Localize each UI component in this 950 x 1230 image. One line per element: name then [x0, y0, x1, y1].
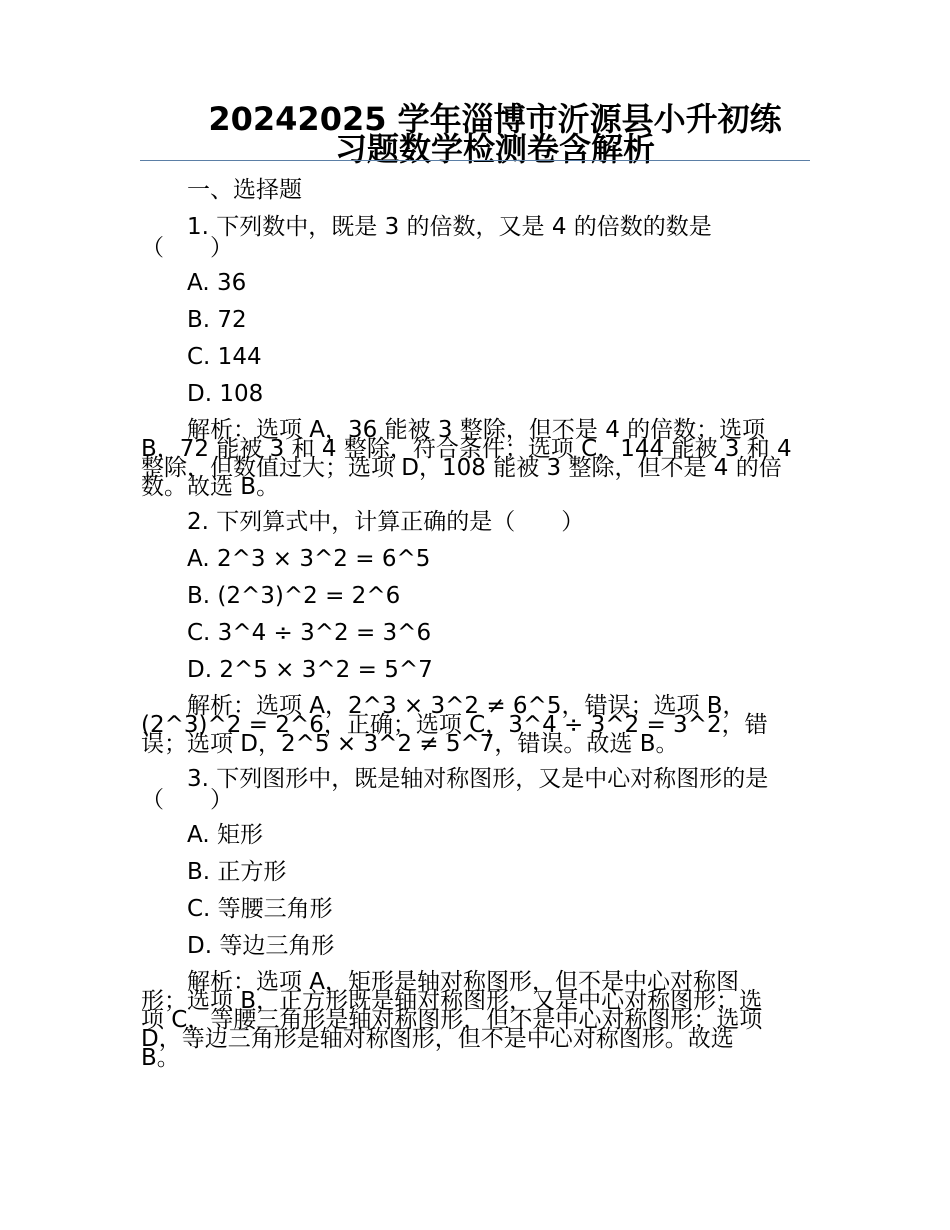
- question-3-option-a: [141, 823, 813, 847]
- analysis-line: B。: [141, 1045, 180, 1071]
- section-heading: [141, 178, 813, 202]
- question-2-stem-line-1: 2. 下列算式中，计算正确的是（ ）: [187, 509, 585, 535]
- question-1-stem: [141, 215, 813, 259]
- analysis-line: 项 C，等腰三角形是轴对称图形，但不是中心对称图形；选项: [141, 1007, 763, 1033]
- option-text: D. 108: [187, 381, 264, 407]
- question-3-option-d: [141, 934, 813, 958]
- option-text: C. 等腰三角形: [187, 896, 333, 922]
- analysis-line: D，等边三角形是轴对称图形，但不是中心对称图形。故选: [141, 1026, 734, 1052]
- title-underline: [140, 160, 810, 161]
- question-1-option-b: [141, 308, 813, 332]
- analysis-line: 数。故选 B。: [141, 474, 280, 500]
- option-text: B. 72: [187, 307, 247, 333]
- analysis-line: (2^3)^2 = 2^6，正确；选项 C，3^4 ÷ 3^2 = 3^2，错: [141, 712, 768, 738]
- option-text: B. 正方形: [187, 859, 287, 885]
- question-1-stem-line-2: （ ）: [141, 235, 233, 261]
- question-3-analysis: [141, 971, 813, 1069]
- option-text: C. 144: [187, 344, 262, 370]
- question-3-option-b: [141, 860, 813, 884]
- question-3-stem-line-2: （ ）: [141, 787, 233, 813]
- question-1-option-d: [141, 382, 813, 406]
- question-1-option-c: [141, 345, 813, 369]
- analysis-line: B，72 能被 3 和 4 整除，符合条件；选项 C，144 能被 3 和 4: [141, 436, 792, 462]
- document-body: [141, 178, 813, 1081]
- question-2-option-b: [141, 584, 813, 608]
- option-text: D. 2^5 × 3^2 = 5^7: [187, 657, 433, 683]
- analysis-line: 误；选项 D，2^5 × 3^2 ≠ 5^7，错误。故选 B。: [141, 731, 679, 757]
- section-heading-text: 一、选择题: [187, 177, 302, 203]
- title-line-1: 20242025 学年淄博市沂源县小升初练: [208, 100, 782, 138]
- document-title: [140, 100, 810, 168]
- question-3-stem: [141, 767, 813, 811]
- analysis-line: 解析：选项 A，2^3 × 3^2 ≠ 6^5，错误；选项 B，: [187, 693, 746, 719]
- question-2-option-a: [141, 547, 813, 571]
- question-2-option-d: [141, 658, 813, 682]
- title-line-2: 习题数学检测卷含解析: [334, 130, 655, 168]
- question-1-analysis: [141, 419, 813, 498]
- question-3-option-c: [141, 897, 813, 921]
- option-text: D. 等边三角形: [187, 933, 335, 959]
- option-text: A. 36: [187, 270, 247, 296]
- analysis-line: 解析：选项 A，36 能被 3 整除，但不是 4 的倍数；选项: [187, 417, 766, 443]
- analysis-line: 解析：选项 A，矩形是轴对称图形，但不是中心对称图: [187, 969, 740, 995]
- analysis-line: 形；选项 B，正方形既是轴对称图形，又是中心对称图形；选: [141, 988, 763, 1014]
- question-1-stem-line-1: 1. 下列数中，既是 3 的倍数，又是 4 的倍数的数是: [187, 214, 712, 240]
- question-1-option-a: [141, 271, 813, 295]
- question-2-option-c: [141, 621, 813, 645]
- analysis-line: 整除，但数值过大；选项 D，108 能被 3 整除，但不是 4 的倍: [141, 455, 782, 481]
- option-text: A. 2^3 × 3^2 = 6^5: [187, 546, 431, 572]
- option-text: A. 矩形: [187, 822, 263, 848]
- question-2-analysis: [141, 695, 813, 755]
- option-text: B. (2^3)^2 = 2^6: [187, 583, 401, 609]
- option-text: C. 3^4 ÷ 3^2 = 3^6: [187, 620, 432, 646]
- question-3-stem-line-1: 3. 下列图形中，既是轴对称图形，又是中心对称图形的是: [187, 766, 769, 792]
- question-2-stem: [141, 510, 813, 534]
